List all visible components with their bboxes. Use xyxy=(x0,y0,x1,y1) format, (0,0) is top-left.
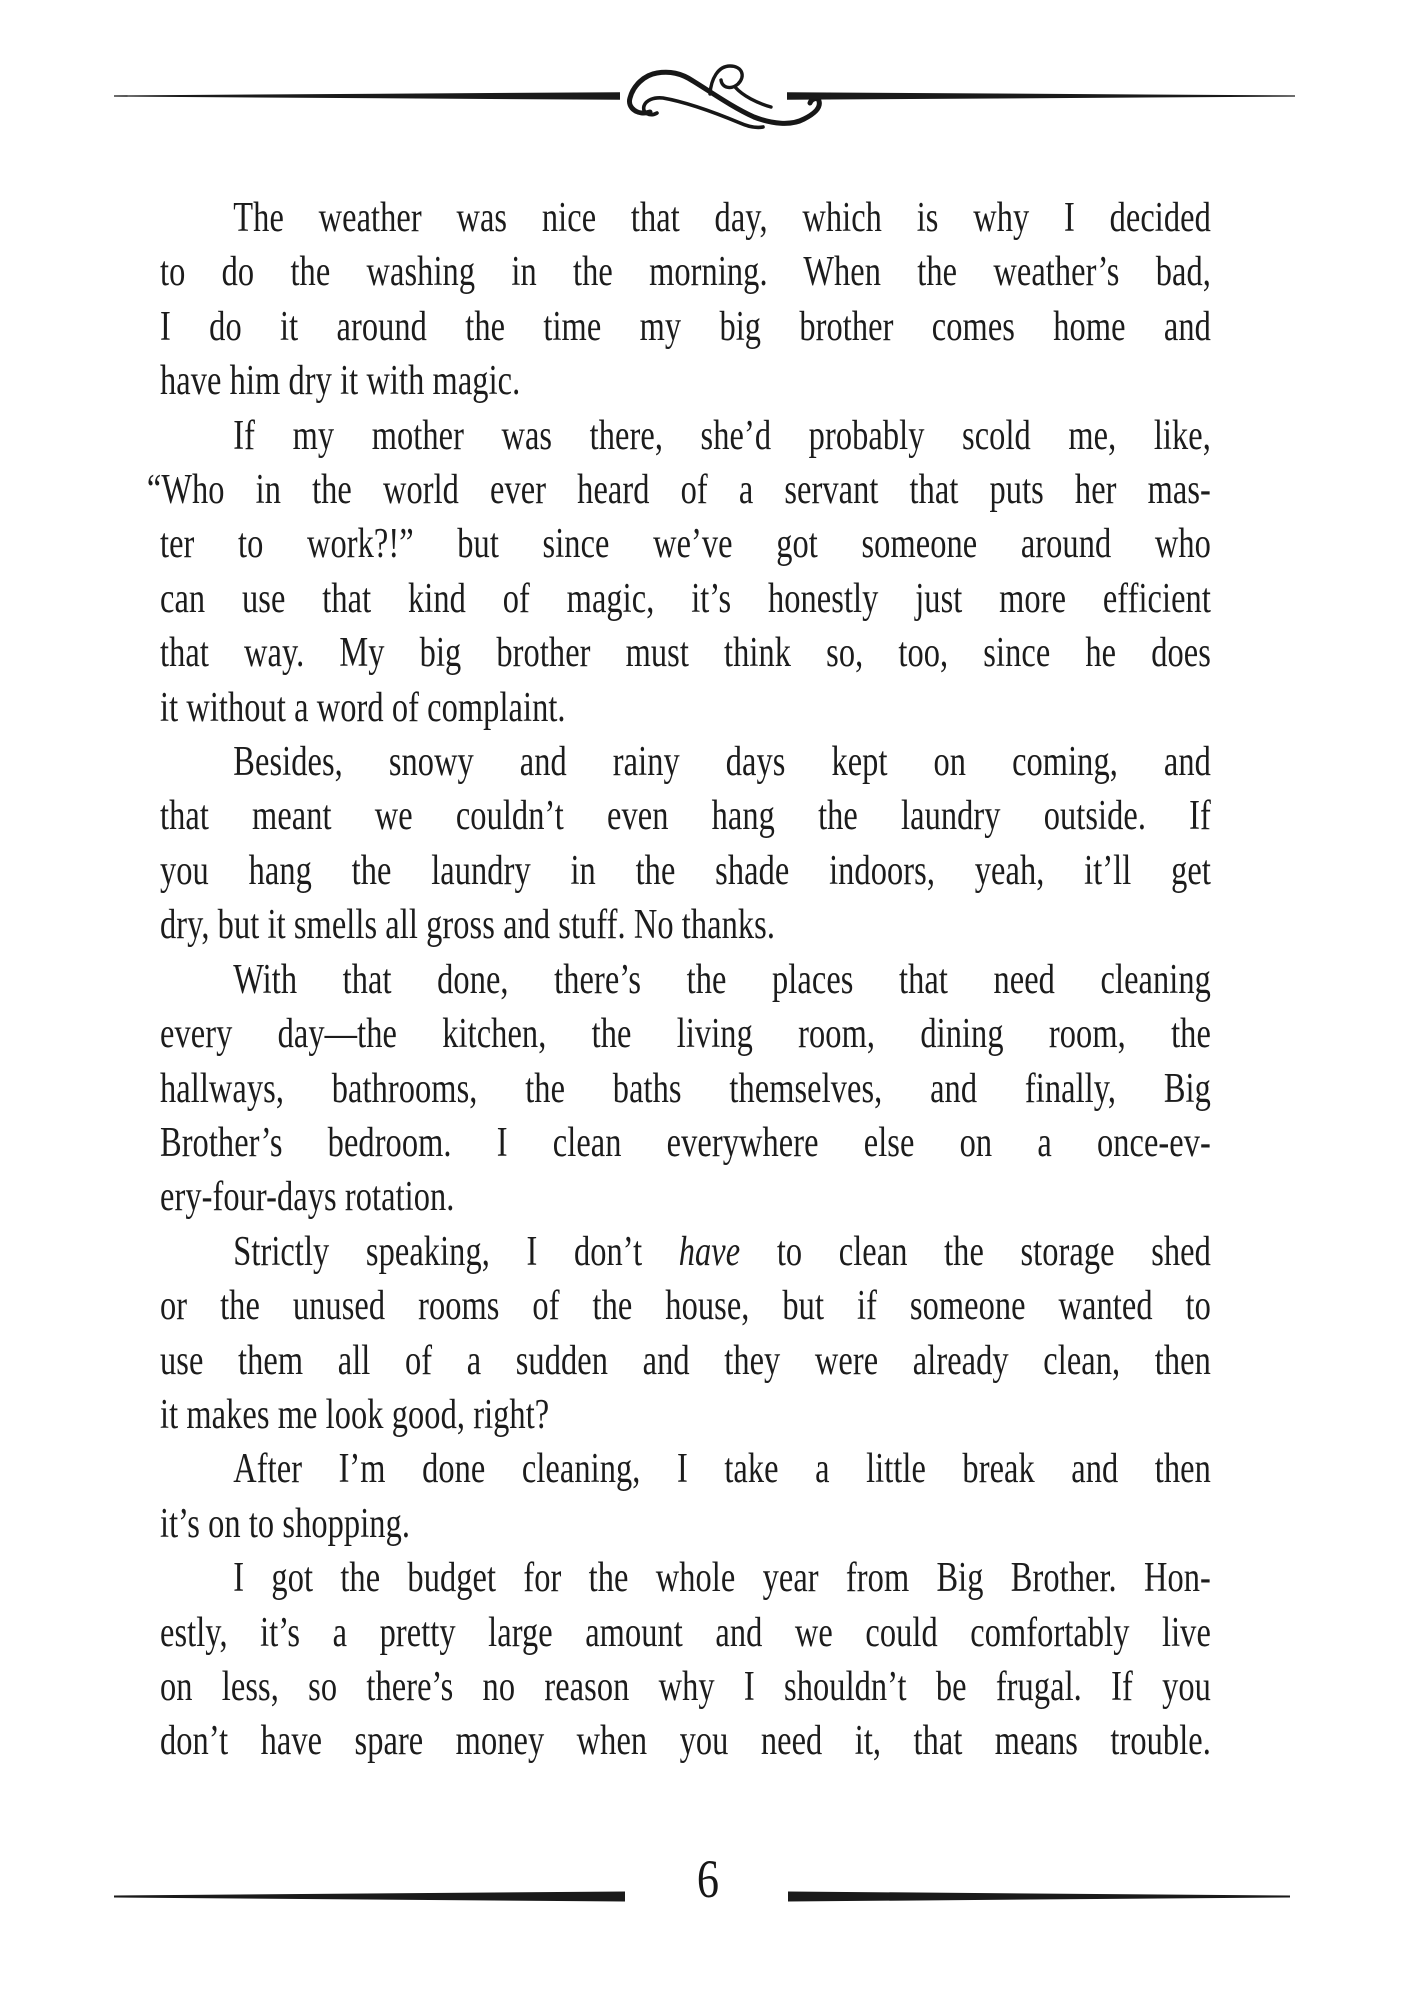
text-line: on less, so there’s no reason why I shouldn’t be frugal. If you xyxy=(160,1663,1211,1710)
text-line: that way. My big brother must think so, too, since he does xyxy=(160,630,1211,677)
text-line: every day—the kitchen, the living room, dining room, the xyxy=(160,1011,1211,1058)
text-line: “Who in the world ever heard of a servant that puts her mas- xyxy=(146,467,1211,514)
text-line: If my mother was there, she’d probably scold me, like, xyxy=(233,412,1211,459)
text-line: it’s on to shopping. xyxy=(160,1500,411,1547)
text-line: dry, but it smells all gross and stuff. No thanks. xyxy=(160,902,776,949)
text-line: The weather was nice that day, which is why I decided xyxy=(233,195,1211,241)
text-block-inner xyxy=(146,191,1211,1769)
text-line: After I’m done cleaning, I take a little break and then xyxy=(233,1446,1211,1493)
text-line: or the unused rooms of the house, but if someone wanted to xyxy=(160,1283,1211,1330)
text-line: that meant we couldn’t even hang the laundry outside. If xyxy=(160,793,1211,840)
paragraph xyxy=(160,1442,1211,1551)
text-line: it makes me look good, right? xyxy=(160,1391,550,1438)
page-number: 6 xyxy=(696,1849,720,1909)
footer-rule-left-icon xyxy=(114,1891,625,1902)
text-line: With that done, there’s the places that need cleaning xyxy=(233,956,1211,1003)
text-line: ery-four-days rotation. xyxy=(160,1174,455,1221)
paragraph xyxy=(160,735,1211,953)
text-line: can use that kind of magic, it’s honestly just more efficient xyxy=(160,575,1211,622)
paragraph xyxy=(146,409,1211,735)
text-line: Strictly speaking, I don’t have to clean the storage shed xyxy=(233,1228,1211,1275)
header-rule-left-icon xyxy=(114,91,620,101)
paragraph xyxy=(160,953,1211,1225)
text-line: use them all of a sudden and they were already clean, then xyxy=(160,1337,1211,1384)
paragraph xyxy=(160,191,1211,409)
text-block xyxy=(146,191,1211,1769)
paragraph xyxy=(160,1551,1211,1769)
text-line: have him dry it with magic. xyxy=(160,358,521,405)
text-line: don’t have spare money when you need it, that means trouble. xyxy=(160,1718,1211,1765)
header-rule-right-icon xyxy=(787,91,1295,101)
text-line: I got the budget for the whole year from Big Brother. Hon- xyxy=(233,1555,1211,1602)
text-line: it without a word of complaint. xyxy=(160,684,566,731)
text-line: ter to work?!” but since we’ve got someone around who xyxy=(160,521,1211,568)
text-line: I do it around the time my big brother comes home and xyxy=(160,303,1211,350)
paragraph xyxy=(160,1225,1211,1443)
text-line: estly, it’s a pretty large amount and we could comfortably live xyxy=(160,1609,1211,1656)
text-line: hallways, bathrooms, the baths themselves, and finally, Big xyxy=(160,1065,1211,1112)
footer-rule-right-icon xyxy=(788,1891,1290,1902)
text-line: to do the washing in the morning. When the weather’s bad, xyxy=(160,249,1211,296)
text-line: you hang the laundry in the shade indoors, yeah, it’ll get xyxy=(160,847,1211,894)
text-line: Besides, snowy and rainy days kept on coming, and xyxy=(233,739,1211,786)
text-line: Brother’s bedroom. I clean everywhere else on a once-ev- xyxy=(160,1119,1211,1166)
